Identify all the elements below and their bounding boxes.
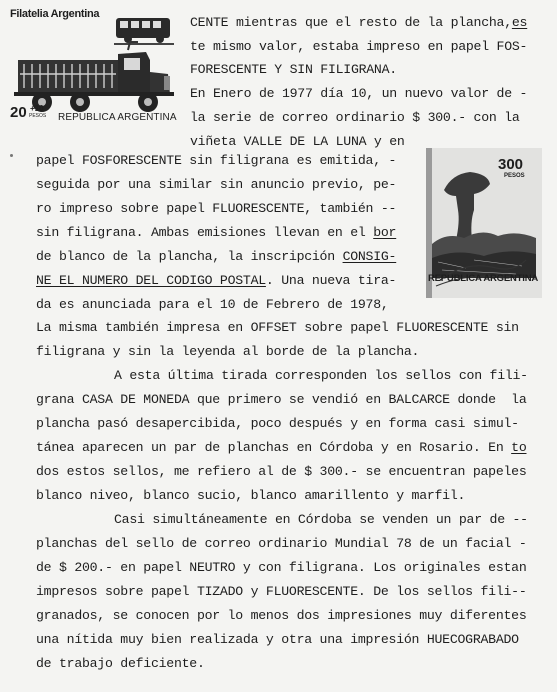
text-line: grana CASA DE MONEDA que primero se vendió en BALCARCE donde la: [36, 392, 527, 407]
text-line: da es anunciada para el 10 de Febrero de 1978,: [36, 297, 389, 312]
text-line: sin filigrana. Ambas emisiones llevan en el bor: [36, 225, 397, 240]
text-line: Casi simultáneamente en Córdoba se venden un par de --: [114, 512, 528, 527]
stamp-valle-de-la-luna-image: [426, 148, 542, 298]
text-line: tánea aparecen un par de planchas en Córdoba y en Rosario. En to: [36, 440, 527, 455]
text-line: te mismo valor, estaba impreso en papel FOS-: [190, 39, 528, 54]
text-line: plancha pasó desapercibida, poco después y en forma casi simul-: [36, 416, 519, 431]
text-line: granados, se conocen por lo menos dos impresiones muy diferentes: [36, 608, 527, 623]
text-line: filigrana y sin la leyenda al borde de la plancha.: [36, 344, 420, 359]
text-line: dos estos sellos, me refiero al de $ 300.- se encuentran papeles: [36, 464, 527, 479]
text-line: blanco niveo, blanco sucio, blanco amarillento y marfil.: [36, 488, 466, 503]
text-line: planchas del sello de correo ordinario Mundial 78 de un facial -: [36, 536, 527, 551]
stamp-value-unit: PESOS: [29, 113, 47, 119]
text-line: La misma también impresa en OFFSET sobre papel FLUORESCENTE sin: [36, 320, 519, 335]
text-line: seguida por una similar sin anuncio previo, pe-: [36, 177, 397, 192]
stamp-value-main: 20: [10, 104, 27, 121]
text-line: NE EL NUMERO DEL CODIGO POSTAL. Una nueva tira-: [36, 273, 397, 288]
text-line: ro impreso sobre papel FLUORESCENTE, también --: [36, 201, 397, 216]
text-line: impresos sobre papel TIZADO y FLUORESCENTE. De los sellos fili--: [36, 584, 527, 599]
stamp-country: REPUBLICA ARGENTINA: [58, 112, 177, 123]
text-line: A esta última tirada corresponden los sellos con fili-: [114, 368, 528, 383]
stamp2-value: 300: [498, 156, 524, 173]
stamp2-country: REPUBLICA ARGENTINA: [428, 273, 539, 284]
text-line: una nítida muy bien realizada y otra una impresión HUECOGRABADO: [36, 632, 519, 647]
text-line: papel FOSFORESCENTE sin filigrana es emitida, -: [36, 153, 397, 168]
text-line: En Enero de 1977 día 10, un nuevo valor de -: [190, 86, 528, 101]
text-line: de blanco de la plancha, la inscripción CONSIG-: [36, 249, 397, 264]
text-line: de trabajo deficiente.: [36, 656, 205, 671]
stamp2-unit: PESOS: [504, 173, 525, 179]
stamp-value-cents: +10: [30, 104, 44, 113]
scan-speck: [10, 154, 13, 157]
text-line: FORESCENTE Y SIN FILIGRANA.: [190, 62, 397, 77]
text-line: de $ 200.- en papel NEUTRO y con filigrana. Los originales estan: [36, 560, 527, 575]
text-line: la serie de correo ordinario $ 300.- con la: [190, 110, 520, 125]
text-line: viñeta VALLE DE LA LUNA y en: [190, 134, 405, 149]
stamp-truck-image: [8, 8, 188, 130]
stamp-brand: Filatelia Argentina: [10, 8, 100, 20]
text-line: CENTE mientras que el resto de la plancha,es: [190, 15, 528, 30]
